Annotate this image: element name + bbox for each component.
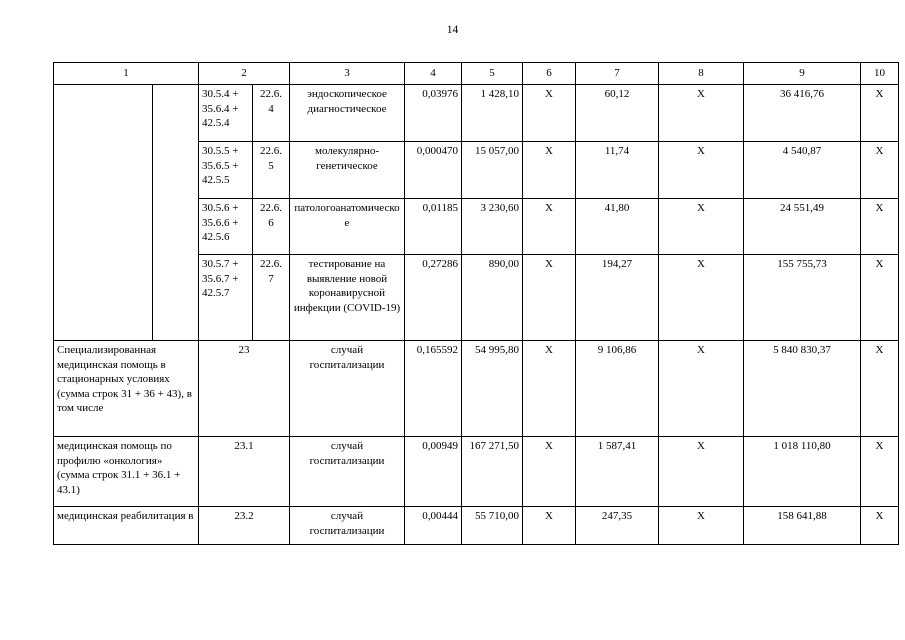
value-cell: 0,165592 <box>405 341 462 437</box>
value-cell: 0,27286 <box>405 255 462 341</box>
header-cell: 1 <box>54 63 199 85</box>
table-row <box>54 341 899 437</box>
line-number-cell: 22.6. 4 <box>253 85 290 142</box>
value-cell: Х <box>659 199 744 255</box>
value-cell: Х <box>523 199 576 255</box>
value-cell: 24 551,49 <box>744 199 861 255</box>
line-number-cell: 22.6. 5 <box>253 142 290 199</box>
value-cell: Х <box>523 142 576 199</box>
row-name-cell: медицинская реабилитация в <box>54 507 199 545</box>
value-cell: Х <box>861 255 899 341</box>
header-cell: 5 <box>462 63 523 85</box>
value-cell: Х <box>861 437 899 507</box>
table-row <box>54 507 899 545</box>
value-cell: Х <box>659 142 744 199</box>
line-number-cell: 23 <box>199 341 290 437</box>
value-cell: 158 641,88 <box>744 507 861 545</box>
value-cell: Х <box>861 142 899 199</box>
empty-cell <box>153 85 199 341</box>
value-cell: Х <box>523 85 576 142</box>
value-cell: 11,74 <box>576 142 659 199</box>
value-cell: Х <box>523 507 576 545</box>
header-cell: 9 <box>744 63 861 85</box>
value-cell: Х <box>659 255 744 341</box>
line-number-cell: 22.6. 7 <box>253 255 290 341</box>
header-cell: 2 <box>199 63 290 85</box>
header-cell: 7 <box>576 63 659 85</box>
value-cell: 5 840 830,37 <box>744 341 861 437</box>
unit-cell: тестирование на выявление новой коронавирусной инфекции (COVID-19) <box>290 255 405 341</box>
header-cell: 3 <box>290 63 405 85</box>
value-cell: 9 106,86 <box>576 341 659 437</box>
code-cell: 30.5.4 + 35.6.4 + 42.5.4 <box>199 85 253 142</box>
code-cell: 30.5.5 + 35.6.5 + 42.5.5 <box>199 142 253 199</box>
value-cell: 4 540,87 <box>744 142 861 199</box>
code-cell: 30.5.7 + 35.6.7 + 42.5.7 <box>199 255 253 341</box>
unit-cell: патологоанатомическое <box>290 199 405 255</box>
row-name-cell: Специализированная медицинская помощь в стационарных условиях (сумма строк 31 + 36 + 43), в том числе <box>54 341 199 437</box>
value-cell: 55 710,00 <box>462 507 523 545</box>
unit-cell: случай госпитализации <box>290 341 405 437</box>
value-cell: 1 587,41 <box>576 437 659 507</box>
unit-cell: эндоскопическое диагностическое <box>290 85 405 142</box>
value-cell: 15 057,00 <box>462 142 523 199</box>
value-cell: 247,35 <box>576 507 659 545</box>
value-cell: Х <box>523 255 576 341</box>
value-cell: Х <box>861 199 899 255</box>
line-number-cell: 22.6. 6 <box>253 199 290 255</box>
unit-cell: молекулярно-генетическое <box>290 142 405 199</box>
empty-cell <box>54 85 153 341</box>
header-cell: 10 <box>861 63 899 85</box>
value-cell: Х <box>523 437 576 507</box>
value-cell: Х <box>659 85 744 142</box>
header-cell: 4 <box>405 63 462 85</box>
value-cell: 3 230,60 <box>462 199 523 255</box>
value-cell: 41,80 <box>576 199 659 255</box>
unit-cell: случай госпитализации <box>290 437 405 507</box>
value-cell: 155 755,73 <box>744 255 861 341</box>
header-cell: 8 <box>659 63 744 85</box>
value-cell: Х <box>861 507 899 545</box>
header-row <box>54 63 899 85</box>
line-number-cell: 23.1 <box>199 437 290 507</box>
value-cell: 1 428,10 <box>462 85 523 142</box>
table-row <box>54 437 899 507</box>
value-cell: Х <box>659 507 744 545</box>
table-row <box>54 85 899 142</box>
header-cell: 6 <box>523 63 576 85</box>
value-cell: Х <box>659 341 744 437</box>
line-number-cell: 23.2 <box>199 507 290 545</box>
tariff-table <box>53 62 899 545</box>
value-cell: 167 271,50 <box>462 437 523 507</box>
value-cell: Х <box>659 437 744 507</box>
value-cell: 1 018 110,80 <box>744 437 861 507</box>
value-cell: 194,27 <box>576 255 659 341</box>
row-name-cell: медицинская помощь по профилю «онкология» (сумма строк 31.1 + 36.1 + 43.1) <box>54 437 199 507</box>
value-cell: 36 416,76 <box>744 85 861 142</box>
value-cell: 60,12 <box>576 85 659 142</box>
value-cell: 0,000470 <box>405 142 462 199</box>
value-cell: 0,03976 <box>405 85 462 142</box>
value-cell: 54 995,80 <box>462 341 523 437</box>
code-cell: 30.5.6 + 35.6.6 + 42.5.6 <box>199 199 253 255</box>
value-cell: Х <box>861 85 899 142</box>
unit-cell: случай госпитализации <box>290 507 405 545</box>
value-cell: 0,00444 <box>405 507 462 545</box>
value-cell: Х <box>861 341 899 437</box>
value-cell: 0,00949 <box>405 437 462 507</box>
value-cell: 0,01185 <box>405 199 462 255</box>
page-number: 14 <box>446 24 459 36</box>
value-cell: Х <box>523 341 576 437</box>
value-cell: 890,00 <box>462 255 523 341</box>
